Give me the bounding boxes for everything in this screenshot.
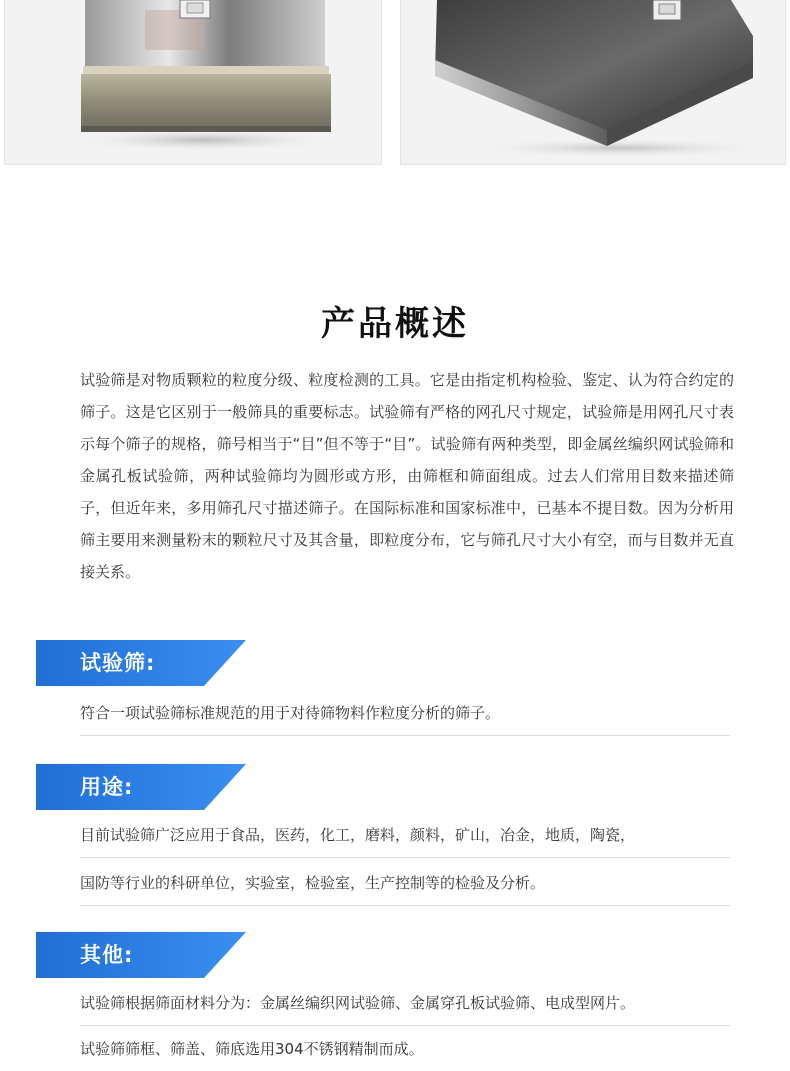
section-banner-shape [36,932,246,978]
section-text-line: 试验筛根据筛面材料分为：金属丝编织网试验筛、金属穿孔板试验筛、电成型网片。 [80,992,730,1026]
product-photos [0,0,790,168]
section-text-line: 符合一项试验筛标准规范的用于对待筛物料作粒度分析的筛子。 [80,702,730,736]
product-photo-front [4,0,382,165]
section-title: 试验筛: [80,651,156,675]
section-text-line: 国防等行业的科研单位，实验室，检验室，生产控制等的检验及分析。 [80,872,730,906]
page-title: 产品概述 [321,304,469,344]
overview-paragraph: 试验筛是对物质颗粒的粒度分级、粒度检测的工具。它是由指定机构检验、鉴定、认为符合约定的筛子。这是它区别于一般筛具的重要标志。试验筛有严格的网孔尺寸规定，试验筛是用网孔尺寸表示每个筛子的规格，筛号相当于“目”但不等于“目”。试验筛有两种类型，即金属丝编织网试验筛和金属孔板试验筛，两种试验筛均为圆形或方形，由筛框和筛面组成。过去人们常用目数来描述筛子，但近年来，多用筛孔尺寸描述筛子。在国际标准和国家标准中，已基本不提目数。因为分析用筛主要用来测量粉末的颗粒尺寸及其含量，即粒度分布，它与筛孔尺寸大小有空，而与目数并无直接关系。 [80,371,734,581]
section-header-test-sieve [36,640,246,686]
sieve-product-image-angle [401,0,785,164]
section-title: 用途: [80,775,134,799]
section-banner-shape [36,764,246,810]
section-text-line: 目前试验筛广泛应用于食品，医药，化工，磨料，颜料，矿山，冶金，地质，陶瓷， [80,824,730,858]
section-text-line: 试验筛筛框、筛盖、筛底选用304不锈钢精制而成。 [80,1040,424,1058]
section-header-usage [36,764,246,810]
product-photo-angle [400,0,786,165]
section-title: 其他: [80,943,134,967]
sieve-product-image-front [5,0,381,164]
section-header-other [36,932,246,978]
